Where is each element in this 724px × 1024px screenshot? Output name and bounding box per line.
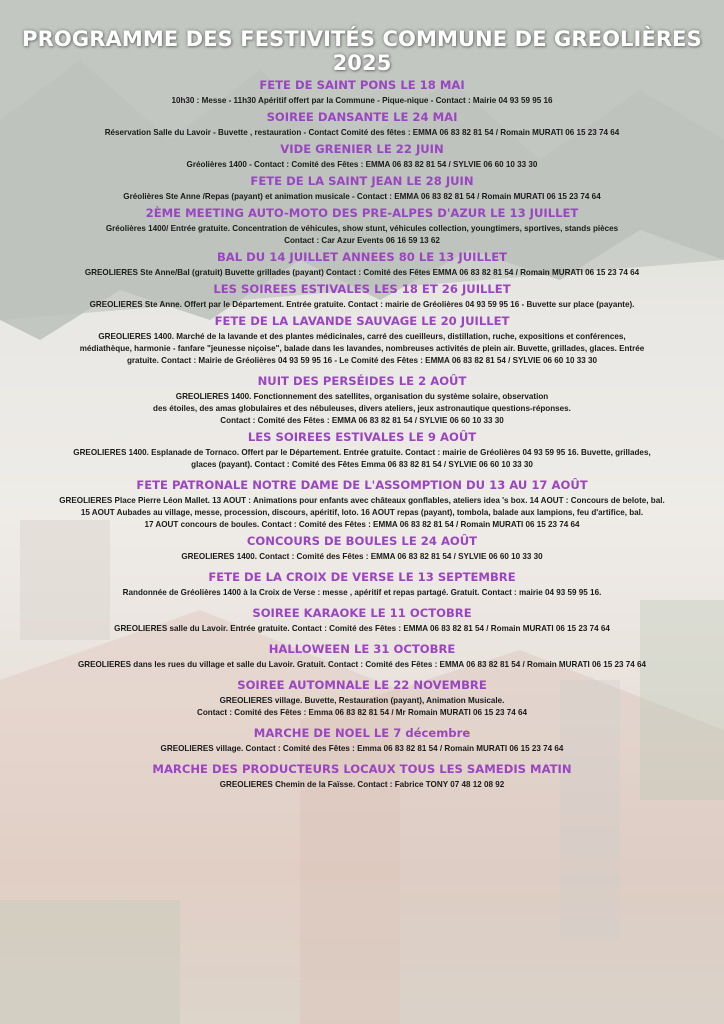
event-soiree-dansante	[0, 107, 724, 139]
event-title: 2ÈME MEETING AUTO-MOTO DES PRE-ALPES D'AZUR LE 13 JUILLET	[145, 206, 579, 220]
event-title: FETE DE LA SAINT JEAN LE 28 JUIN	[250, 174, 474, 188]
event-description: GREOLIERES salle du Lavoir. Entrée gratuite. Contact : Comité des Fêtes : EMMA 06 83 82 81 54 / Romain MURATI 06 15 23 74 64	[114, 624, 610, 633]
event-description: GREOLIERES 1400. Esplanade de Tornaco. Offert par le Département. Entrée gratuite. Contact : mairie de Gréolières 04 93 59 95 16. Buvette, grillades, glaces (payant). Contact : Comité des Fêtes Emma 06 83 82 81 54 / SYLVIE 06 60 10 33 30	[73, 448, 651, 469]
event-description: GREOLIERES 1400. Fonctionnement des satellites, organisation du système solaire, observation des étoiles, des amas globulaires et des nébuleuses, divers ateliers, jeux astronautique questions-réponses. Contact : Comité des Fêtes : EMMA 06 83 82 81 54 / SYLVIE 06 60 10 33 30	[153, 392, 571, 425]
event-soirees-estivales-juillet	[0, 279, 724, 311]
event-bal-14-juillet	[0, 247, 724, 279]
event-nuit-perseides	[0, 371, 724, 427]
event-title: SOIREE KARAOKE LE 11 OCTOBRE	[252, 606, 472, 620]
event-title: BAL DU 14 JUILLET ANNEES 80 LE 13 JUILLET	[216, 250, 508, 264]
event-saint-jean	[0, 171, 724, 203]
event-title: LES SOIREES ESTIVALES LE 9 AOÛT	[247, 430, 477, 444]
event-title: FETE PATRONALE NOTRE DAME DE L'ASSOMPTION DU 13 AU 17 AOÛT	[136, 478, 588, 492]
event-title: NUIT DES PERSÉIDES LE 2 AOÛT	[257, 374, 467, 388]
event-soiree-karaoke	[0, 603, 724, 635]
event-title: VIDE GRENIER LE 22 JUIN	[280, 142, 444, 156]
event-fete-patronale	[0, 475, 724, 531]
event-soiree-automnale	[0, 675, 724, 719]
event-marche-de-noel	[0, 723, 724, 755]
event-title: SOIREE AUTOMNALE LE 22 NOVEMBRE	[237, 678, 487, 692]
event-marche-producteurs	[0, 759, 724, 791]
event-description: GREOLIERES Chemin de la Faïsse. Contact : Fabrice TONY 07 48 12 08 92	[219, 780, 505, 789]
event-description: Réservation Salle du Lavoir - Buvette , restauration - Contact Comité des fêtes : EMMA 06 83 82 81 54 / Romain MURATI 06 15 23 74 64	[104, 128, 620, 137]
event-croix-de-verse	[0, 567, 724, 599]
event-saint-pons	[0, 75, 724, 107]
event-concours-boules	[0, 531, 724, 563]
event-title: MARCHE DE NOEL LE 7 décembre	[253, 726, 471, 740]
page-title: PROGRAMME DES FESTIVITÉS COMMUNE DE GREOLIÈRES 2025	[22, 27, 702, 75]
event-description: GREOLIERES Ste Anne. Offert par le Département. Entrée gratuite. Contact : mairie de Gréolières 04 93 59 95 16 - Buvette sur place (payante).	[89, 300, 635, 309]
event-description: Gréolières 1400 - Contact : Comité des Fêtes : EMMA 06 83 82 81 54 / SYLVIE 06 60 10 33 30	[186, 160, 538, 169]
event-title: CONCOURS DE BOULES LE 24 AOÛT	[246, 534, 478, 548]
event-title: MARCHE DES PRODUCTEURS LOCAUX TOUS LES SAMEDIS MATIN	[152, 762, 572, 776]
event-fete-lavande	[0, 311, 724, 367]
event-soirees-estivales-aout	[0, 427, 724, 471]
event-vide-grenier	[0, 139, 724, 171]
event-title: SOIREE DANSANTE LE 24 MAI	[266, 110, 458, 124]
event-description: GREOLIERES village. Buvette, Restauration (payant), Animation Musicale. Contact : Comité des Fêtes : Emma 06 83 82 81 54 / Mr Romain MURATI 06 15 23 74 64	[196, 696, 528, 717]
event-title: FETE DE SAINT PONS LE 18 MAI	[259, 78, 465, 92]
event-title: FETE DE LA LAVANDE SAUVAGE LE 20 JUILLET	[214, 314, 510, 328]
event-description: GREOLIERES Ste Anne/Bal (gratuit) Buvette grillades (payant) Contact : Comité des Fêtes EMMA 06 83 82 81 54 / Romain MURATI 06 15 23 74 64	[84, 268, 640, 277]
event-description: 10h30 : Messe - 11h30 Apéritif offert par la Commune - Pique-nique - Contact : Mairie 04 93 59 95 16	[171, 96, 553, 105]
event-description: Gréolières Ste Anne /Repas (payant) et animation musicale - Contact : EMMA 06 83 82 81 54 / Romain MURATI 06 15 23 74 64	[123, 192, 601, 201]
event-description: GREOLIERES village. Contact : Comité des Fêtes : Emma 06 83 82 81 54 / Romain MURATI 06 15 23 74 64	[160, 744, 564, 753]
event-halloween	[0, 639, 724, 671]
event-description: GREOLIERES 1400. Contact : Comité des Fêtes : EMMA 06 83 82 81 54 / SYLVIE 06 60 10 33 30	[181, 552, 543, 561]
event-title: LES SOIREES ESTIVALES LES 18 ET 26 JUILLET	[213, 282, 511, 296]
event-description: Gréolières 1400/ Entrée gratuite. Concentration de véhicules, show stunt, véhicules collection, youngtimers, sportives, stands pièces Contact : Car Azur Events 06 16 59 13 62	[105, 224, 619, 245]
event-description: GREOLIERES dans les rues du village et salle du Lavoir. Gratuit. Contact : Comité des Fêtes : EMMA 06 83 82 81 54 / Romain MURATI 06 15 23 74 64	[77, 660, 647, 669]
event-description: GREOLIERES 1400. Marché de la lavande et des plantes médicinales, carré des cueilleurs, distillation, ruche, expositions et conférences, médiathèque, harmonie - fanfare "jeunesse niçoise", balade dans les lavandes, nombreuses activités de plein air. Buvette, grillades, glaces. Entrée gratuite. Contact : Mairie de Gréolières 04 93 59 95 16 - Le Comité des Fêtes : EMMA 06 83 82 81 54 / SYLVIE 06 60 10 33 30	[79, 332, 645, 365]
event-description: Randonnée de Gréolières 1400 à la Croix de Verse : messe , apéritif et repas partagé. Gratuit. Contact : mairie 04 93 59 95 16.	[122, 588, 602, 597]
event-title: FETE DE LA CROIX DE VERSE LE 13 SEPTEMBRE	[208, 570, 516, 584]
event-meeting-auto-moto	[0, 203, 724, 247]
event-description: GREOLIERES Place Pierre Léon Mallet. 13 AOUT : Animations pour enfants avec châteaux gonflables, ateliers idea 's box. 14 AOUT : Concours de belote, bal. 15 AOUT Aubades au village, messe, procession, discours, apéritif, loto. 16 AOUT repas (payant), tombola, balade aux lampions, feu d'artifice, bal. 17 AOUT concours de boules. Contact : Comité des Fêtes : EMMA 06 83 82 81 54 / Romain MURATI 06 15 23 74 64	[59, 496, 665, 529]
event-title: HALLOWEEN LE 31 OCTOBRE	[268, 642, 456, 656]
